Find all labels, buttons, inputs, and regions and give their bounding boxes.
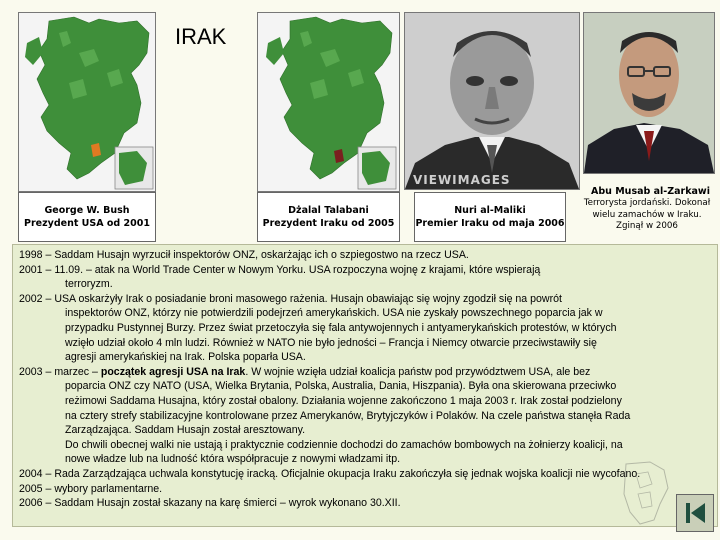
caption-maliki-name: Nuri al-Maliki	[454, 205, 526, 216]
caption-bush	[18, 192, 156, 242]
zarkawi-desc-line-3: Zginął w 2006	[616, 221, 678, 231]
timeline-line-2003-cont-6: nowe władze lub na ludność która współpracuje z nowymi władzami itp.	[65, 453, 401, 466]
timeline-line-2001-cont: terroryzm.	[65, 278, 113, 291]
timeline-line-2003	[19, 365, 717, 380]
caption-maliki	[414, 192, 566, 242]
timeline-line-2003-cont-5: Do chwili obecnej walki nie ustają i praktycznie codziennie dochodzi do zamachów bombowych na żołnierzy koalicji, na	[65, 438, 623, 451]
caption-maliki-role: Premier Iraku od maja 2006	[415, 218, 565, 229]
timeline-2003-post: . W wojnie wzięła udział koalicja państw pod przywództwem USA, ale bez	[245, 365, 591, 378]
timeline-line-2001: 2001 – 11.09. – atak na World Trade Center w Nowym Yorku. USA rozpoczyna wojnę z krajami, które wspierają	[19, 263, 541, 276]
timeline-line-2002-cont-2: przypadku Pustynnej Burzy. Przez świat przetoczyła się fala antywojennych i antyamerykańskich protestów, w których	[65, 321, 617, 334]
timeline-line-2005: 2005 – wybory parlamentarne.	[19, 482, 163, 495]
timeline-line-2003-cont-2: reżimowi Saddama Husajna, który został obalony. Działania wojenne zakończono 1 maja 2003 r. Irak został podzielony	[65, 394, 622, 407]
photo-talabani	[404, 12, 580, 190]
timeline-2003-pre: 2003 – marzec –	[19, 365, 101, 378]
zarkawi-desc-line-2: wielu zamachów w Iraku.	[592, 209, 702, 220]
timeline-panel	[12, 244, 718, 527]
timeline-line-2006: 2006 – Saddam Husajn został skazany na karę śmierci – wyrok wykonano 30.XII.	[19, 497, 401, 510]
caption-bush-name: George W. Bush	[44, 205, 130, 216]
caption-talabani-name: Dżalal Talabani	[288, 205, 369, 216]
timeline-line-2002-cont-1: inspektorów ONZ, którzy nie potwierdzili podejrzeń amerykańskich. USA nie zyskały powszechnego poparcia jak w	[65, 307, 603, 320]
zarkawi-name: Abu Musab al-Zarkawi	[591, 186, 710, 197]
timeline-line-2004: 2004 – Rada Zarządzająca uchwala konstytucję iracką. Oficjalnie okupacja Iraku zakończyła się jednak wojska koalicji nie wycofano.	[19, 467, 641, 480]
timeline-line-2003-cont-3: na cztery strefy stabilizacyjne kontrolowane przez Amerykanów, Brytyjczyków i Polaków. Na czele państwa stanęła Rada	[65, 409, 631, 422]
slide-title: IRAK	[175, 24, 227, 49]
map-image-usa	[18, 12, 156, 192]
caption-bush-role: Prezydent USA od 2001	[24, 218, 150, 229]
zarkawi-desc-line-1: Terrorysta jordański. Dokonał	[583, 198, 711, 208]
zarkawi-description	[574, 198, 720, 233]
timeline-line-2002: 2002 – USA oskarżyły Irak o posiadanie broni masowego rażenia. Husajn obawiając się wojny zgodził się na powrót	[19, 292, 562, 305]
timeline-2003-bold: początek agresji USA na Irak	[100, 365, 246, 378]
timeline-line-2003-cont-4: Zarządzająca. Saddam Husajn został aresztowany.	[65, 424, 306, 437]
timeline-line-1998: 1998 – Saddam Husajn wyrzucił inspektorów ONZ, oskarżając ich o szpiegostwo na rzecz USA.	[19, 249, 469, 261]
first-slide-button[interactable]	[676, 494, 714, 532]
timeline-line-2002-cont-3: wzięło udział około 4 mln ludzi. Również w NATO nie było jedności – Francja i Niemcy otwarcie przeciwstawiły się	[65, 336, 597, 349]
caption-talabani-role: Prezydent Iraku od 2005	[262, 218, 395, 229]
first-slide-icon	[681, 499, 709, 527]
photo-maliki	[583, 12, 715, 174]
photo-watermark: VIEWIMAGES	[413, 173, 511, 187]
background-map-decoration	[620, 460, 672, 526]
caption-talabani	[257, 192, 400, 242]
timeline-line-2002-cont-4: agresji amerykańskiej na Irak. Polska poparła USA.	[65, 351, 306, 364]
map-image-iraq	[257, 12, 400, 192]
timeline-line-2003-cont-1: poparcia ONZ czy NATO (USA, Wielka Brytania, Polska, Australia, Dania, Hiszpania). Była ona skierowana przeciwko	[65, 380, 617, 393]
